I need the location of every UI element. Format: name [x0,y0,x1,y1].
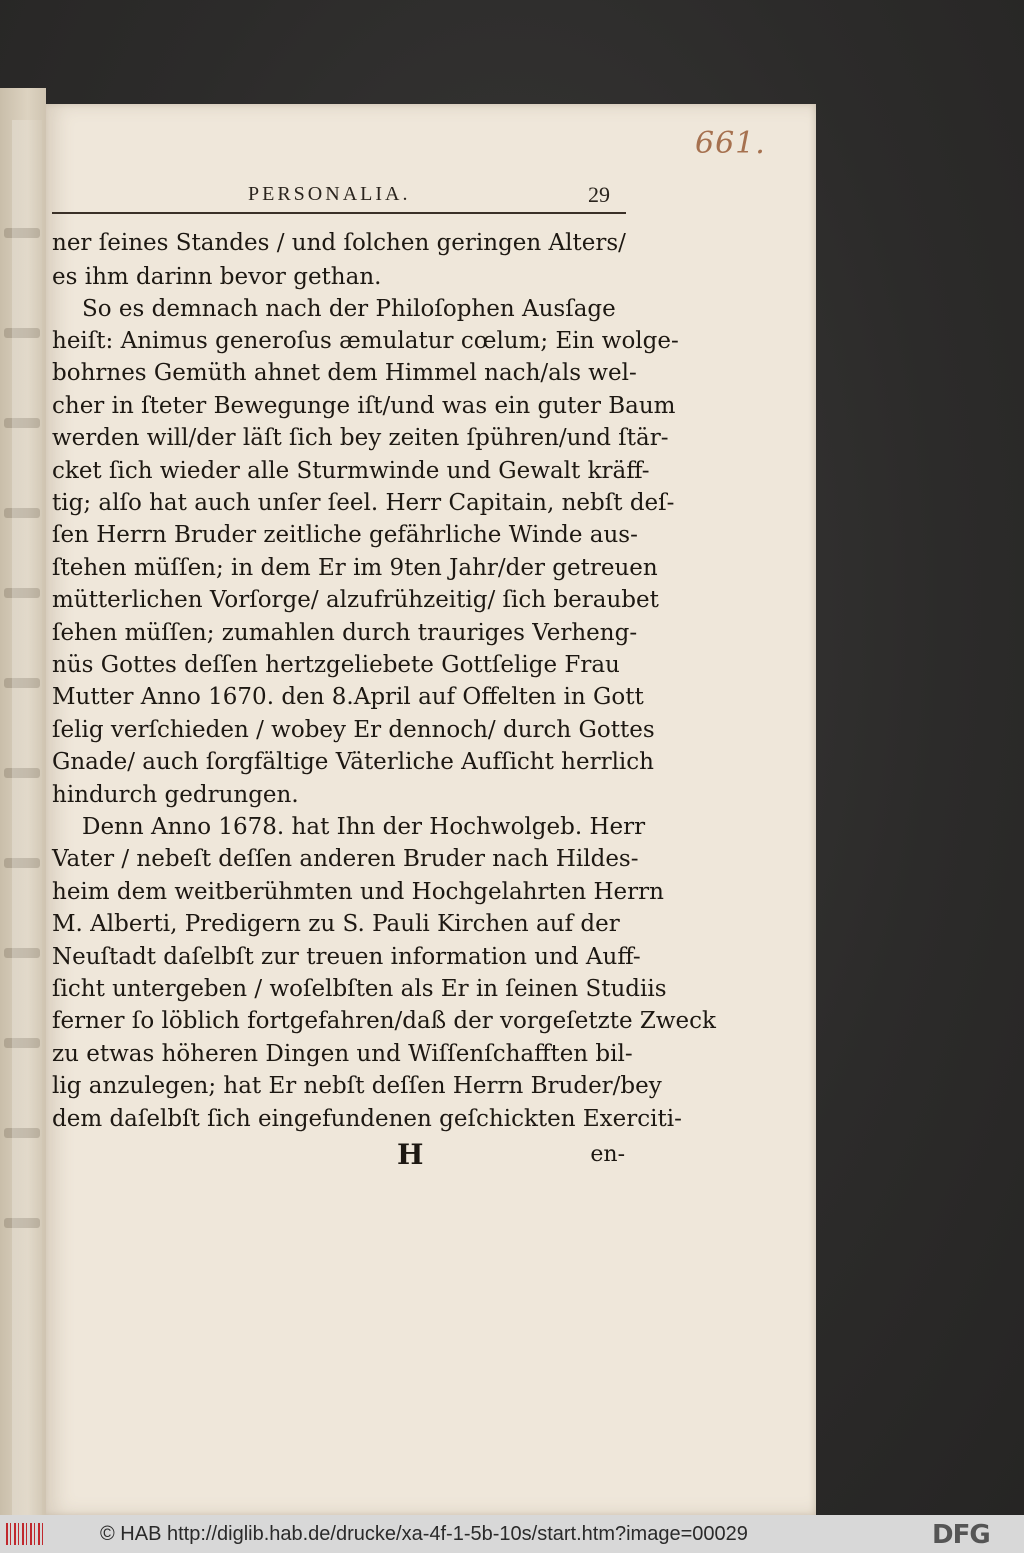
text-line: bohrnes Gemüth ahnet dem Himmel nach/als wel- [52,360,637,386]
source-link[interactable]: © HAB http://diglib.hab.de/drucke/xa-4f-1-5b-10s/start.htm?image=00029 [100,1523,748,1545]
text-line: ſicht untergeben / woſelbſten als Er in ſeinen Studiis [52,976,667,1002]
text-line: Vater / nebeſt deſſen anderen Bruder nach Hildes- [52,846,639,872]
text-line: cher in ſteter Bewegunge iſt/und was ein guter Baum [52,393,676,419]
text-line: So es demnach nach der Philoſophen Ausſage [82,296,616,322]
page-number: 29 [588,182,610,207]
glass-reflection [12,120,42,1515]
text-line: ſtehen müſſen; in dem Er im 9ten Jahr/der getreuen [52,555,658,581]
text-line: ner ſeines Standes / und ſolchen geringen Alters/ [52,230,626,256]
catchword: en- [590,1142,625,1167]
text-line: lig anzulegen; hat Er nebſt deſſen Herrn Bruder/bey [52,1073,662,1099]
text-line: M. Alberti, Predigern zu S. Pauli Kirchen auf der [52,911,620,937]
text-line: nüs Gottes deſſen hertzgeliebete Gottſelige Frau [52,652,620,678]
text-line: tig; alſo hat auch unſer ſeel. Herr Capitain, nebſt deſ- [52,490,675,516]
signature-mark: H [397,1138,424,1171]
text-line: ſelig verſchieden / wobey Er dennoch/ durch Gottes [52,717,655,743]
page-foot [52,1138,627,1174]
footer-bar [0,1515,1024,1553]
text-line: Mutter Anno 1670. den 8.April auf Offelten in Gott [52,684,644,710]
text-line: ſen Herrn Bruder zeitliche gefährliche Winde aus- [52,522,638,548]
running-head: PERSONALIA. [248,183,411,205]
text-line: Denn Anno 1678. hat Ihn der Hochwolgeb. Herr [82,814,646,840]
dfg-logo: DFG [932,1520,990,1550]
handwritten-folio-number: 661. [695,126,766,161]
text-line: Gnade/ auch ſorgfältige Väterliche Aufſicht herrlich [52,749,654,775]
text-line: ſehen müſſen; zumahlen durch trauriges Verheng- [52,620,638,646]
text-line: dem daſelbſt ſich eingefundenen geſchickten Exerciti- [52,1106,682,1132]
text-line: werden will/der läſt ſich bey zeiten ſpühren/und ſtär- [52,425,669,451]
header-rule [52,212,626,214]
text-line: heim dem weitberühmten und Hochgelahrten Herrn [52,879,664,905]
text-line: es ihm darinn bevor gethan. [52,264,382,290]
text-line: mütterlichen Vorſorge/ alzufrühzeitig/ ſich beraubet [52,587,659,613]
text-line: zu etwas höheren Dingen und Wiſſenſchafften bil- [52,1041,633,1067]
text-line: heiſt: Animus generoſus æmulatur cœlum; Ein wolge- [52,328,679,354]
text-line: Neuſtadt daſelbſt zur treuen information und Auff- [52,944,641,970]
barcode-icon [6,1523,46,1545]
text-line: hindurch gedrungen. [52,782,299,808]
text-line: ferner ſo löblich fortgefahren/daß der vorgeſetzte Zweck [52,1008,716,1034]
text-line: cket ſich wieder alle Sturmwinde und Gewalt kräff- [52,458,650,484]
